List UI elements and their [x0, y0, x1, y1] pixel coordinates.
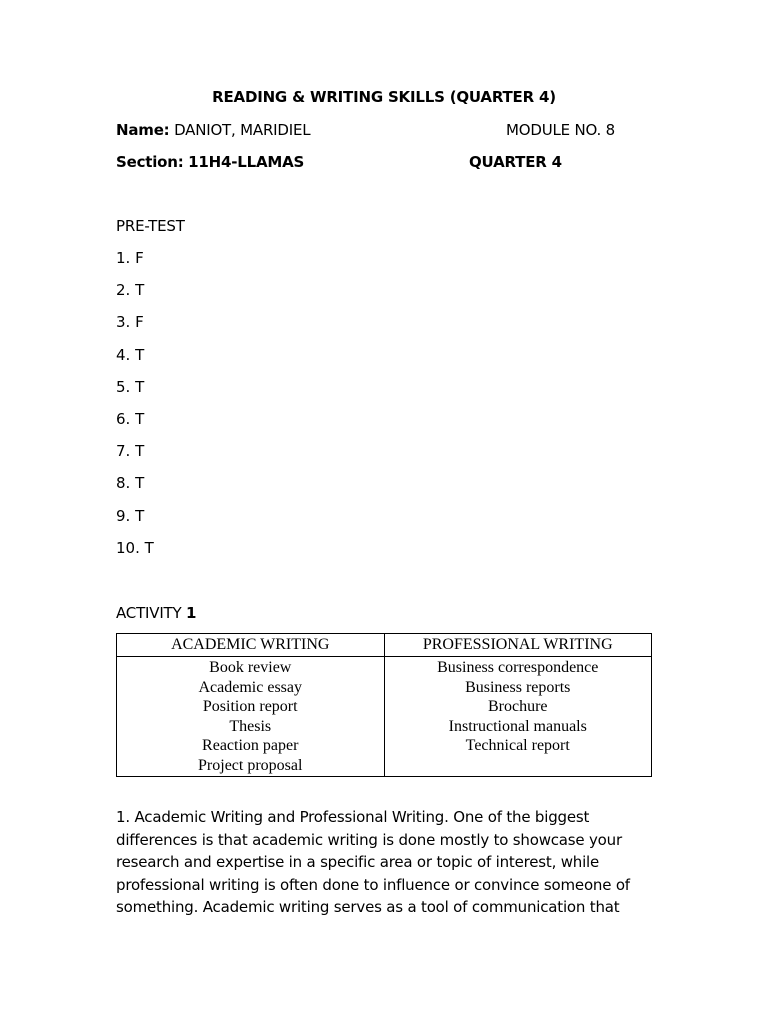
pretest-item-number: 2. — [116, 281, 131, 300]
pretest-item — [116, 346, 144, 364]
section-line — [116, 153, 304, 171]
paragraph-line: differences is that academic writing is done mostly to showcase your — [116, 830, 622, 849]
pretest-item-answer: T — [135, 506, 145, 525]
module-number: MODULE NO. 8 — [506, 121, 615, 139]
pretest-item-number: 8. — [116, 474, 131, 493]
pretest-item-number: 6. — [116, 410, 131, 428]
list-item: Business reports — [465, 678, 571, 696]
pretest-item — [116, 474, 144, 492]
section-label: Section: — [116, 153, 184, 171]
list-item: Brochure — [487, 698, 548, 716]
column-header-academic: ACADEMIC WRITING — [117, 634, 385, 657]
list-item: Instructional manuals — [448, 717, 587, 735]
pretest-item-answer: T — [135, 345, 145, 364]
pretest-item-number: 7. — [116, 442, 131, 461]
pretest-item-answer: T — [135, 281, 145, 300]
list-item: Academic essay — [198, 678, 302, 696]
paragraph-line: research and expertise in a specific area or topic of interest, while — [116, 853, 600, 872]
column-header-professional: PROFESSIONAL WRITING — [384, 634, 652, 657]
list-item: Business correspondence — [437, 659, 599, 676]
pretest-item — [116, 378, 144, 396]
name-value: DANIOT, MARIDIEL — [174, 121, 311, 139]
paragraph-line: something. Academic writing serves as a tool of communication that — [116, 898, 620, 917]
pretest-item — [116, 539, 154, 557]
list-item: Position report — [202, 698, 298, 716]
pretest-item — [116, 249, 144, 267]
list-item: Project proposal — [198, 756, 303, 774]
pretest-item-answer: T — [135, 410, 145, 428]
list-item: Reaction paper — [202, 737, 299, 755]
pretest-item — [116, 442, 144, 460]
table-header-row — [117, 634, 652, 657]
pretest-item-number: 9. — [116, 506, 131, 525]
activity1-heading-number: 1 — [186, 604, 197, 622]
pretest-item — [116, 507, 144, 525]
table-row — [117, 657, 652, 777]
pretest-item-answer: T — [135, 442, 145, 461]
activity1-table — [116, 633, 652, 777]
list-item: Technical report — [465, 737, 570, 755]
pretest-item-answer: F — [135, 313, 144, 332]
pretest-item-number: 3. — [116, 313, 131, 332]
quarter-label: QUARTER 4 — [469, 153, 562, 171]
paragraph-line: 1. Academic Writing and Professional Writing. One of the biggest — [116, 808, 590, 826]
document-title: READING & WRITING SKILLS (QUARTER 4) — [212, 88, 556, 106]
pretest-heading: PRE-TEST — [116, 217, 185, 235]
pretest-item-answer: T — [135, 474, 145, 493]
professional-writing-cell — [384, 657, 652, 777]
paragraph-line: professional writing is often done to influence or convince someone of — [116, 875, 630, 894]
name-label: Name: — [116, 121, 170, 139]
pretest-item-number: 4. — [116, 345, 131, 364]
pretest-item-number: 10. — [116, 538, 140, 557]
name-line — [116, 121, 310, 139]
answer-paragraph — [116, 806, 656, 919]
list-item: Thesis — [229, 717, 272, 735]
section-value: 11H4-LLAMAS — [188, 153, 305, 171]
pretest-item-number: 5. — [116, 377, 131, 396]
pretest-item — [116, 281, 144, 299]
pretest-item — [116, 313, 144, 331]
activity1-heading — [116, 604, 196, 622]
pretest-item-answer: T — [144, 538, 154, 557]
pretest-item-answer: F — [135, 249, 144, 267]
list-item: Book review — [209, 659, 292, 676]
pretest-item-answer: T — [135, 377, 145, 396]
activity1-heading-prefix: ACTIVITY — [116, 604, 187, 622]
pretest-item — [116, 410, 144, 428]
pretest-item-number: 1. — [116, 249, 131, 267]
academic-writing-cell — [117, 657, 385, 777]
